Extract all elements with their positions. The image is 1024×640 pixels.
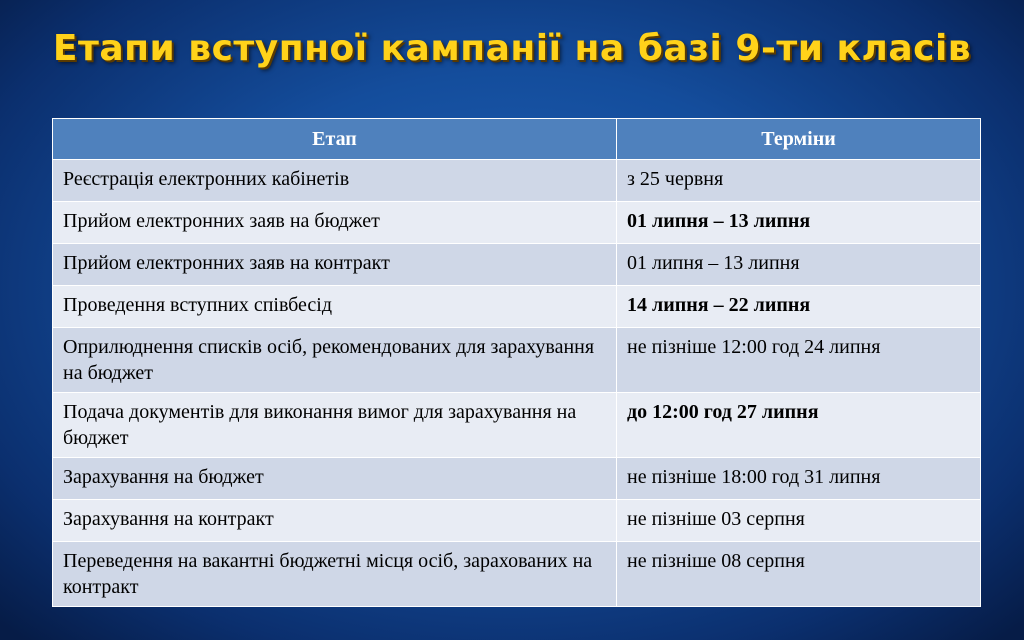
table-row bbox=[53, 328, 981, 393]
term-cell: до 12:00 год 27 липня bbox=[617, 393, 981, 458]
term-cell: 01 липня – 13 липня bbox=[617, 202, 981, 244]
header-terms: Терміни bbox=[617, 119, 981, 160]
table-row bbox=[53, 542, 981, 607]
term-cell: з 25 червня bbox=[617, 160, 981, 202]
stage-cell: Проведення вступних співбесід bbox=[53, 286, 617, 328]
term-cell: 14 липня – 22 липня bbox=[617, 286, 981, 328]
term-cell: не пізніше 12:00 год 24 липня bbox=[617, 328, 981, 393]
table-header-row bbox=[53, 119, 981, 160]
table-row bbox=[53, 286, 981, 328]
table-row bbox=[53, 244, 981, 286]
table-row bbox=[53, 500, 981, 542]
stage-cell: Прийом електронних заяв на бюджет bbox=[53, 202, 617, 244]
stage-cell: Подача документів для виконання вимог для зарахування на бюджет bbox=[53, 393, 617, 458]
stage-cell: Реєстрація електронних кабінетів bbox=[53, 160, 617, 202]
stage-cell: Прийом електронних заяв на контракт bbox=[53, 244, 617, 286]
term-cell: не пізніше 03 серпня bbox=[617, 500, 981, 542]
header-stage: Етап bbox=[53, 119, 617, 160]
table-row bbox=[53, 202, 981, 244]
stage-cell: Зарахування на контракт bbox=[53, 500, 617, 542]
page-title: Етапи вступної кампанії на базі 9-ти класів bbox=[52, 28, 972, 69]
term-cell: 01 липня – 13 липня bbox=[617, 244, 981, 286]
stage-cell: Оприлюднення списків осіб, рекомендованих для зарахування на бюджет bbox=[53, 328, 617, 393]
term-cell: не пізніше 18:00 год 31 липня bbox=[617, 458, 981, 500]
table-row bbox=[53, 393, 981, 458]
stage-cell: Переведення на вакантні бюджетні місця осіб, зарахованих на контракт bbox=[53, 542, 617, 607]
term-cell: не пізніше 08 серпня bbox=[617, 542, 981, 607]
stage-cell: Зарахування на бюджет bbox=[53, 458, 617, 500]
table-row bbox=[53, 160, 981, 202]
admission-stages-table bbox=[52, 118, 981, 607]
table-row bbox=[53, 458, 981, 500]
